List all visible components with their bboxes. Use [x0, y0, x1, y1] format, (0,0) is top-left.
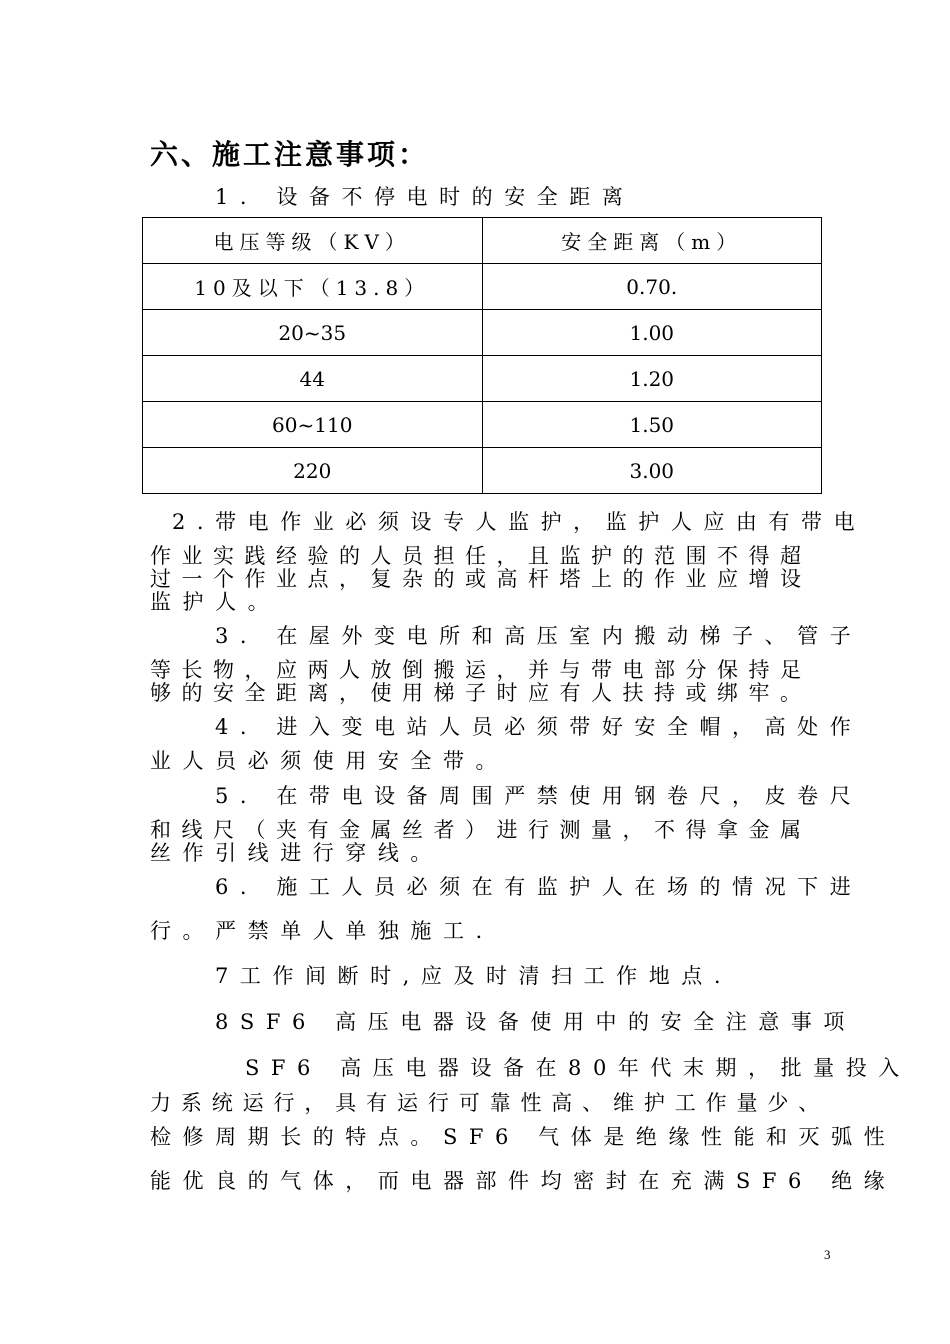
paragraph-5-line: 和线尺（夹有金属丝者）进行测量，不得拿金属 [150, 818, 812, 842]
distance-cell: 1.00 [482, 310, 822, 356]
paragraph-3-line: 3. 在屋外变电所和高压室内搬动梯子、管子 [215, 624, 863, 648]
distance-cell: 0.70. [482, 264, 822, 310]
paragraph-9-line: SF6 高压电器设备在80年代末期，批量投入 [245, 1056, 911, 1080]
voltage-cell: 44 [143, 356, 483, 402]
page-number: 3 [824, 1247, 831, 1262]
paragraph-4-line: 4. 进入变电站人员必须带好安全帽，高处作 [215, 715, 863, 739]
table-row [143, 310, 822, 356]
voltage-cell: 10及以下（13.8） [143, 264, 483, 310]
paragraph-2-line: 2.带电作业必须设专人监护，监护人应由有带电 [172, 510, 867, 534]
paragraph-9-line: 力系统运行，具有运行可靠性高、维护工作量少、 [150, 1091, 830, 1115]
section-heading: 六、施工注意事项： [150, 138, 430, 171]
table-header-row [143, 218, 822, 264]
paragraph-9-line: 检修周期长的特点。SF6 气体是绝缘性能和灭弧性 [150, 1125, 897, 1149]
distance-cell: 1.50 [482, 402, 822, 448]
header-safety-distance: 安全距离（m） [482, 218, 822, 264]
paragraph-7-line: 7工作间断时,应及时清扫工作地点. [215, 964, 733, 988]
distance-cell: 3.00 [482, 448, 822, 494]
voltage-cell: 20~35 [143, 310, 483, 356]
paragraph-3-line: 够的安全距离，使用梯子时应有人扶持或绑牢。 [150, 681, 812, 705]
paragraph-9-line: 能优良的气体，而电器部件均密封在充满SF6 绝缘 [150, 1169, 897, 1193]
safety-distance-table [142, 217, 822, 494]
item1-title: 1. 设备不停电时的安全距离 [215, 185, 635, 209]
paragraph-2-line: 过一个作业点，复杂的或高杆塔上的作业应增设 [150, 567, 812, 591]
paragraph-6-line: 行。严禁单人单独施工. [150, 919, 494, 943]
voltage-cell: 60~110 [143, 402, 483, 448]
paragraph-2-line: 监护人。 [150, 590, 281, 614]
header-voltage-level: 电压等级（KV） [143, 218, 483, 264]
table-row [143, 402, 822, 448]
voltage-cell: 220 [143, 448, 483, 494]
table-row [143, 264, 822, 310]
paragraph-8-line: 8SF6 高压电器设备使用中的安全注意事项 [215, 1010, 856, 1034]
paragraph-2-line: 作业实践经验的人员担任，且监护的范围不得超 [150, 544, 812, 568]
table-row [143, 356, 822, 402]
paragraph-4-line: 业人员必须使用安全带。 [150, 749, 509, 773]
paragraph-5-line: 5. 在带电设备周围严禁使用钢卷尺，皮卷尺 [215, 784, 863, 808]
paragraph-5-line: 丝作引线进行穿线。 [150, 841, 443, 865]
paragraph-6-line: 6. 施工人员必须在有监护人在场的情况下进 [215, 875, 863, 899]
distance-cell: 1.20 [482, 356, 822, 402]
paragraph-3-line: 等长物，应两人放倒搬运，并与带电部分保持足 [150, 658, 812, 682]
table-row [143, 448, 822, 494]
